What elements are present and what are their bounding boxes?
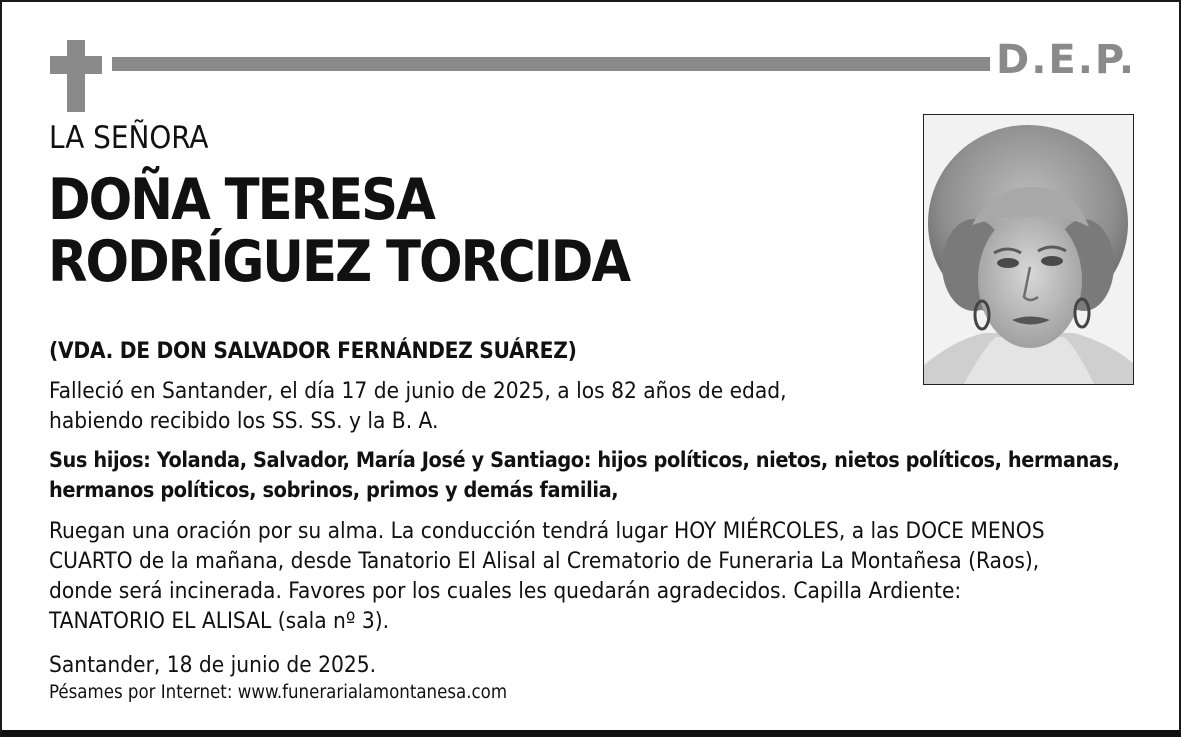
deceased-name-line1: DOÑA TERESA (48, 167, 434, 233)
family-list-line2: hermanos políticos, sobrinos, primos y demás familia, (49, 478, 619, 503)
condolences-link[interactable]: Pésames por Internet: www.funerarialamontanesa.com (49, 682, 508, 703)
widow-of: (VDA. DE DON SALVADOR FERNÁNDEZ SUÁREZ) (49, 338, 577, 364)
place-date: Santander, 18 de junio de 2025. (49, 652, 377, 678)
service-request-line1: Ruegan una oración por su alma. La conducción tendrá lugar HOY MIÉRCOLES, a las DOCE MENOS (49, 518, 1045, 544)
service-request-line4: TANATORIO EL ALISAL (sala nº 3). (49, 608, 390, 634)
death-details-line2: habiendo recibido los SS. SS. y la B. A. (49, 408, 439, 434)
death-details-line1: Falleció en Santander, el día 17 de junio de 2025, a los 82 años de edad, (49, 378, 787, 404)
death-details (49, 376, 787, 436)
honorific: LA SEÑORA (49, 120, 209, 156)
family-list (49, 446, 1120, 506)
service-request-line3: donde será incinerada. Favores por los cuales les quedarán agradecidos. Capilla Ardiente: (49, 578, 962, 604)
deceased-name-line2: RODRÍGUEZ TORCIDA (48, 229, 630, 295)
dep-heading: D.E.P. (996, 37, 1137, 83)
deceased-name (48, 169, 629, 293)
service-request (49, 516, 1045, 636)
portrait-photo (923, 114, 1134, 385)
cross-icon (50, 40, 102, 112)
family-list-line1: Sus hijos: Yolanda, Salvador, María José y Santiago: hijos políticos, nietos, nietos políticos, hermanas, (49, 448, 1120, 473)
service-request-line2: CUARTO de la mañana, desde Tanatorio El Alisal al Crematorio de Funeraria La Montañesa (Raos), (49, 548, 1040, 574)
header-rule (112, 57, 990, 71)
